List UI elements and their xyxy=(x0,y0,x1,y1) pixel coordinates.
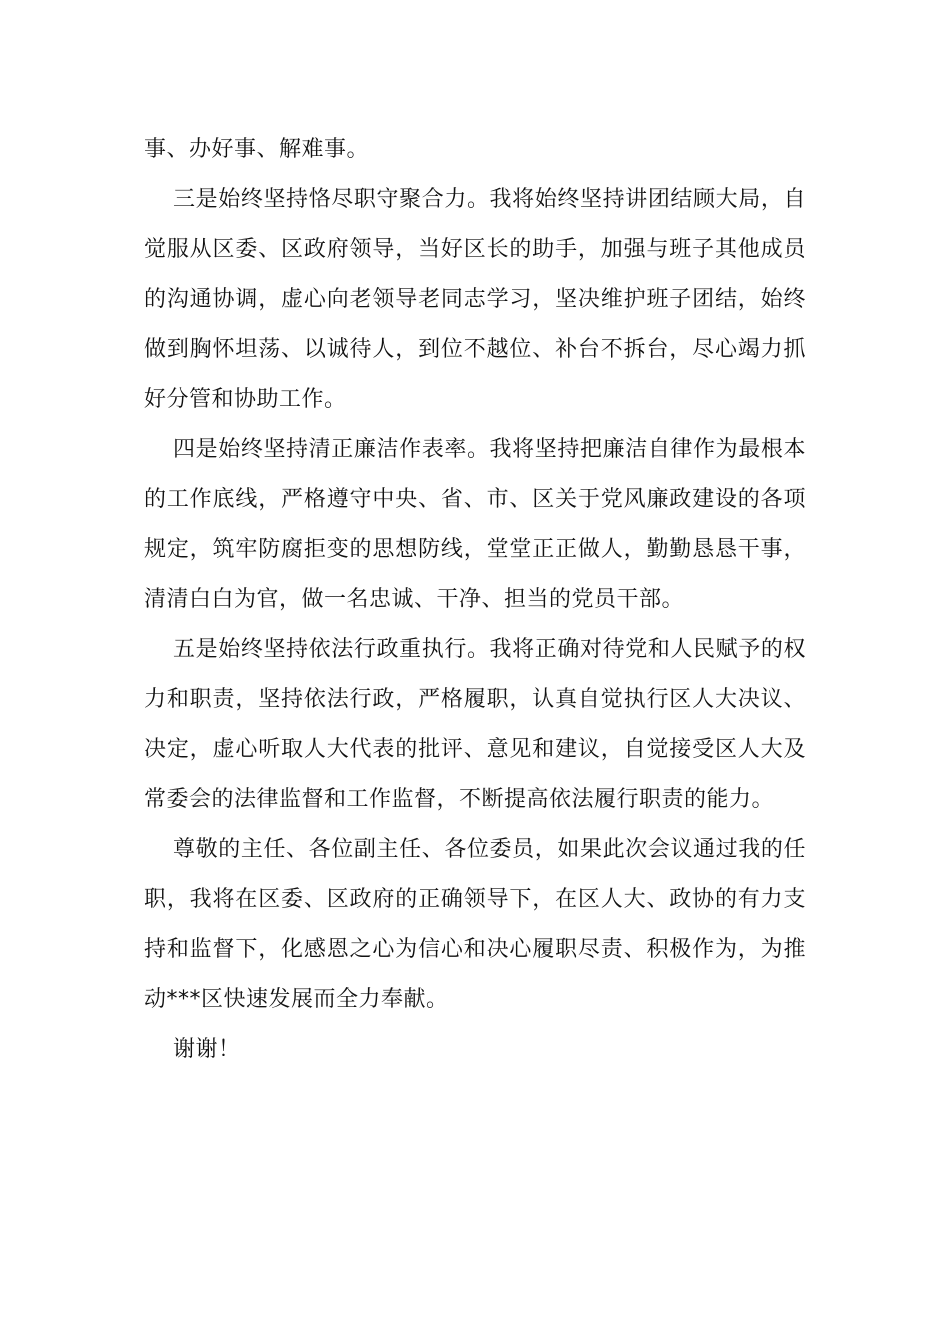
paragraph-point-five: 五是始终坚持依法行政重执行。我将正确对待党和人民赋予的权力和职责，坚持依法行政，严格履职，认真自觉执行区人大决议、决定，虚心听取人大代表的批评、意见和建议，自觉接受区人大及常委会的法律监督和工作监督，不断提高依法履行职责的能力。 xyxy=(144,637,806,812)
document-body xyxy=(144,125,806,1075)
paragraph-thanks: 谢谢！ xyxy=(173,1037,241,1062)
paragraph-point-four: 四是始终坚持清正廉洁作表率。我将坚持把廉洁自律作为最根本的工作底线，严格遵守中央、省、市、区关于党风廉政建设的各项规定，筑牢防腐拒变的思想防线，堂堂正正做人，勤勤恳恳干事，清清白白为官，做一名忠诚、干净、担当的党员干部。 xyxy=(144,437,806,612)
paragraph-point-three: 三是始终坚持恪尽职守聚合力。我将始终坚持讲团结顾大局，自觉服从区委、区政府领导，当好区长的助手，加强与班子其他成员的沟通协调，虚心向老领导老同志学习，坚决维护班子团结，始终做到胸怀坦荡、以诚待人，到位不越位、补台不拆台，尽心竭力抓好分管和协助工作。 xyxy=(144,187,806,412)
paragraph-closing-address: 尊敬的主任、各位副主任、各位委员，如果此次会议通过我的任职，我将在区委、区政府的正确领导下，在区人大、政协的有力支持和监督下，化感恩之心为信心和决心履职尽责、积极作为，为推动***区快速发展而全力奉献。 xyxy=(144,837,806,1012)
paragraph-continuation: 事、办好事、解难事。 xyxy=(144,137,370,162)
